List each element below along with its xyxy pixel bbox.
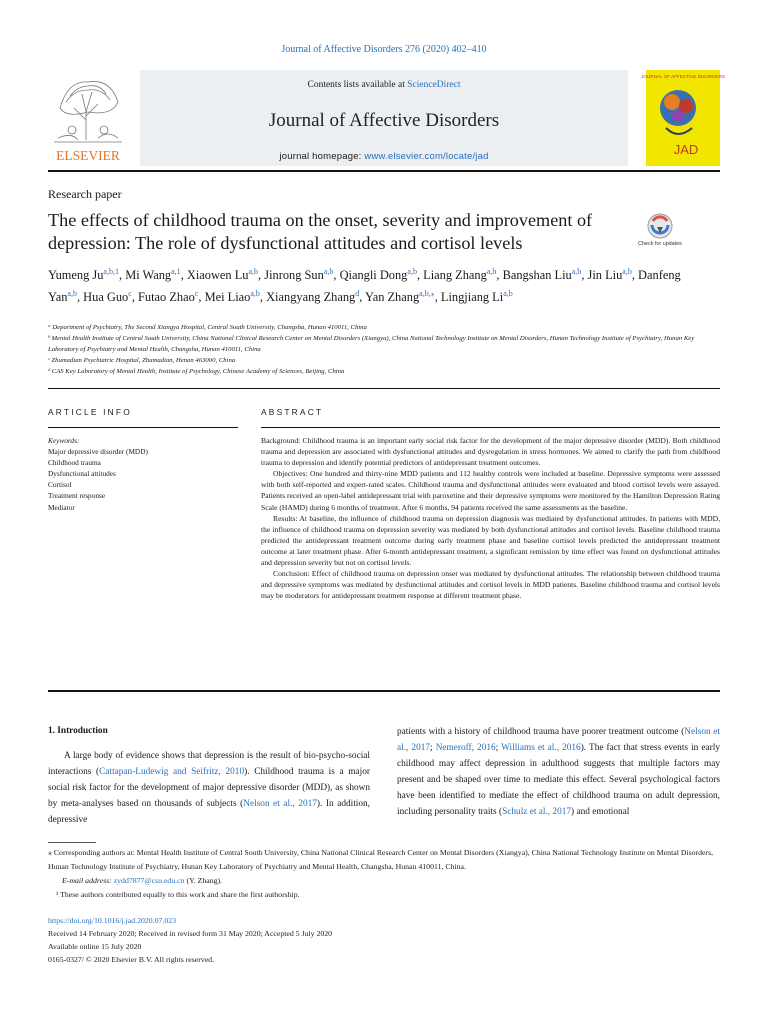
keywords-block (48, 435, 228, 513)
author-affiliation-mark[interactable]: a,b (571, 267, 582, 276)
keyword: Major depressive disorder (MDD) (48, 447, 148, 457)
author-affiliation-mark[interactable]: c (128, 288, 132, 298)
author-affiliation-mark[interactable]: a,b (503, 288, 513, 298)
homepage-line: journal homepage: www.elsevier.com/locate/jad (279, 151, 489, 162)
check-for-updates-button[interactable] (640, 211, 680, 255)
article-title: The effects of childhood trauma on the onset, severity and improvement of depression: The role of dysfunctional attitudes and cortisol levels (48, 210, 593, 253)
author-name: Bangshan Liu (502, 268, 572, 283)
author-name: Qiangli Dong (339, 268, 408, 283)
contents-line: Contents lists available at ScienceDirect (307, 80, 461, 90)
author-affiliation-mark[interactable]: a,b (622, 267, 632, 276)
author-name: Danfeng Yan (48, 268, 681, 304)
author-name: Mei Liao (204, 289, 251, 304)
email-note: E-mail address: zydd7877@csu.edu.cn (Y. Zhang). (62, 876, 223, 885)
author-affiliation-mark[interactable]: a,b (407, 267, 417, 276)
abstract-results: Results: At baseline, the influence of childhood trauma on depression diagnosis was mediated by dysfunctional attitudes. In patients with MDD, the influence of childhood trauma on depression severity was mediated by both dysfunctional attitudes and cortisol levels. Baseline childhood trauma predicted the antidepressant treatment outcome during early treatment phase and baseline cortisol levels predicted the antidepressant treatment outcome at later treatment phase. After 6-month antidepressant treatment, a significant remission by time effect was found on dysfunctional attitudes and depression severity but not on cortisol levels. (261, 513, 720, 568)
affiliations (48, 322, 720, 377)
keyword: Dysfunctional attitudes (48, 469, 116, 479)
affiliation-rule (48, 388, 720, 389)
author-affiliation-mark[interactable]: a,b,1 (103, 267, 119, 276)
author-affiliation-mark[interactable]: c (194, 288, 199, 298)
footnotes (48, 846, 720, 902)
citation-link[interactable]: Nelson et al., 2017 (397, 727, 720, 754)
journal-name: Journal of Affective Disorders (268, 110, 500, 131)
author-affiliation-mark[interactable]: a,b (248, 267, 259, 276)
citation-link[interactable]: Nemeroff, 2016 (435, 743, 496, 754)
sciencedirect-link[interactable]: ScienceDirect (407, 80, 461, 90)
author-name: Futao Zhao (138, 289, 195, 304)
journal-citation[interactable]: Journal of Affective Disorders 276 (2020) 402–410 (281, 44, 487, 55)
received-dates: Received 14 February 2020; Received in revised form 31 May 2020; Accepted 5 July 2020 (48, 929, 333, 938)
author-name: Yan Zhang (364, 289, 420, 304)
author-name: Yumeng Ju (48, 268, 104, 283)
author-affiliation-mark[interactable]: d (355, 288, 360, 298)
author-affiliation-mark[interactable]: a,b (486, 267, 497, 276)
author-affiliation-mark[interactable]: a,b,⁎ (419, 288, 435, 298)
check-updates-label: Check for updates (638, 241, 682, 247)
cover-title: JOURNAL OF AFFECTIVE DISORDERS (641, 74, 725, 79)
equal-contribution-note: ¹ These authors contributed equally to this work and share the first authorship. (56, 890, 300, 899)
cover-abbr: JAD (673, 142, 699, 157)
author-affiliation-mark[interactable]: a,b (67, 288, 77, 298)
author-name: Hua Guo (83, 289, 129, 304)
abstract-conclusion: Conclusion: Effect of childhood trauma on depression onset was mediated by dysfunctional attitudes. The relationship between childhood trauma and depressive symptoms was mediated by dysfunctional attitudes and cortisol levels in MDD patients. Baseline childhood trauma and cortisol levels may be moderators for antidepressant treatment response at different treatment phase. (261, 569, 720, 601)
footnote-rule (48, 842, 96, 843)
keyword: Treatment response (48, 491, 106, 501)
abstract-bottom-rule (48, 690, 720, 692)
affiliation-b: ᵇ Mental Health Institute of Central South University, China National Clinical Research Center on Mental Disorders (Xiangya), China National Technology Institute on Mental Disorders, Hunan Technology Institute of Psychiatry, Hunan Key Laboratory of Psychiatry and Mental Health, Changsha, Hunan 410011, China (48, 335, 695, 353)
keyword: Cortisol (48, 480, 72, 490)
abstract-body (261, 435, 720, 601)
journal-cover[interactable] (641, 70, 725, 166)
corresponding-note: ⁎ Corresponding authors at: Mental Health Institute of Central South University, China National Clinical Research Center on Mental Disorders (Xiangya), China National Technology Institute on Mental Disorders, Hunan Technology Institute of Psychiatry, Hunan Key Laboratory of Psychiatry and Mental Health, Changsha, Hunan 410011, China. (48, 848, 714, 871)
publication-info (48, 914, 720, 966)
author-name: Xiangyang Zhang (266, 289, 356, 304)
author-affiliation-mark[interactable]: a,b (323, 267, 334, 276)
affiliation-a: ᵃ Department of Psychiatry, The Second Xiangya Hospital, Central South University, Changsha, Hunan 410011, China (48, 324, 367, 331)
tree-icon (48, 72, 128, 164)
abstract-objectives: Objectives: One hundred and thirty-nine MDD patients and 112 healthy controls were included at baseline. Depressive symptoms were assessed with both self-reported and expert-rated scales. Childhood trauma and dysfunctional attitudes were evaluated and blood cortisol levels were assayed. Patients received an open-label antidepressant trial with paroxetine and their depressive symptoms were monitored by the Hamilton Depression Rating Scale (HAMD) during 6 months of treatment. After 6 months, 94 patients received the same assessments as the baseline. (261, 469, 720, 512)
author-name: Jin Liu (587, 268, 623, 283)
homepage-link[interactable]: www.elsevier.com/locate/jad (364, 151, 489, 162)
available-online: Available online 15 July 2020 (48, 942, 142, 951)
copyright: 0165-0327/ © 2020 Elsevier B.V. All rights reserved. (48, 955, 215, 964)
author-name: Liang Zhang (423, 268, 487, 283)
abstract-background: Background: Childhood trauma is an important early social risk factor for the development of the major depressive disorder (MDD). Both childhood trauma and depression are associated with dysfunctional attitudes and dysregulation in stress hormones. We aimed to clarify the path from childhood trauma to depression and identify potential predictors of antidepressant treatment outcomes. (261, 436, 720, 468)
author-list: Yumeng Ju$^{a,b,1}$, Mi Wang$^{a,1}$, Xiaowen Lu$^{a,b}$, Jinrong Sun$^{a,b}$, Qiangli Dong$^{a,b}$, Liang Zhang$^{a,b}$, Bangshan Liu$^{a,b}$, Jin Liu$^{a,b}$, Danfeng Yan$^{a,b}$, Hua Guo$^c$, Futao Zhao$^c$, Mei Liao$^{a,b}$, Xiangyang Zhang$^d$, Yan Zhang$^{a,b,⁎}$, Lingjiang Li$^{a,b}$ (48, 267, 681, 304)
author-name: Lingjiang Li (440, 289, 504, 304)
affiliation-c: ᶜ Zhumadian Psychiatric Hospital, Zhumadian, Henan 463000, China (48, 357, 236, 364)
affiliation-d: ᵈ CAS Key Laboratory of Mental Health, Institute of Psychology, Chinese Academy of Sciences, Beijing, China (48, 368, 345, 375)
author-affiliation-mark[interactable]: a,1 (171, 267, 181, 276)
citation-link[interactable]: Schulz et al., 2017 (502, 807, 572, 818)
citation-link[interactable]: Cattapan-Ludewig and Seifritz, 2010 (99, 767, 245, 778)
intro-column-left: A large body of evidence shows that depression is the result of bio-psycho-social interactions (Cattapan-Ludewig and Seifritz, 2010). Childhood trauma is a major social risk factor for the development of major depressive disorder (MDD), as shown by meta-analyses based on thousands of subjects (Nelson et al., 2017). In addition, depressive (48, 751, 370, 826)
header-rule (48, 170, 720, 172)
article-type: Research paper (48, 187, 122, 201)
abstract-heading: ABSTRACT (261, 407, 324, 417)
email-link[interactable]: zydd7877@csu.edu.cn (113, 876, 185, 885)
author-name: Jinrong Sun (264, 268, 324, 283)
abstract-rule (261, 427, 720, 428)
citation-link[interactable]: Williams et al., 2016 (501, 743, 581, 754)
info-rule (48, 427, 238, 428)
author-name: Xiaowen Lu (186, 268, 249, 283)
elsevier-logo (48, 72, 128, 164)
intro-column-right: patients with a history of childhood trauma have poorer treatment outcome (Nelson et al., 2017; Nemeroff, 2016; Williams et al., 2016). The fact that stress events in early childhood may affect depression in adulthood suggests that multiple factors may present and be shaped over time to mediate this effect. Several psychological factors have been identified to mediate the effect of childhood trauma on adult depression, including personality traits (Schulz et al., 2017) and emotional (397, 727, 720, 818)
keyword: Mediator (48, 502, 75, 512)
author-affiliation-mark[interactable]: a,b (250, 288, 260, 298)
citation-link[interactable]: Nelson et al., 2017 (243, 799, 317, 810)
article-info-heading: ARTICLE INFO (48, 407, 132, 417)
author-name: Mi Wang (125, 268, 172, 283)
section-heading-introduction: 1. Introduction (48, 726, 108, 736)
keywords-label: Keywords: (48, 436, 80, 445)
publisher-name: ELSEVIER (56, 148, 120, 163)
keyword: Childhood trauma (48, 458, 101, 468)
doi-link[interactable]: https://doi.org/10.1016/j.jad.2020.07.023 (48, 916, 177, 925)
